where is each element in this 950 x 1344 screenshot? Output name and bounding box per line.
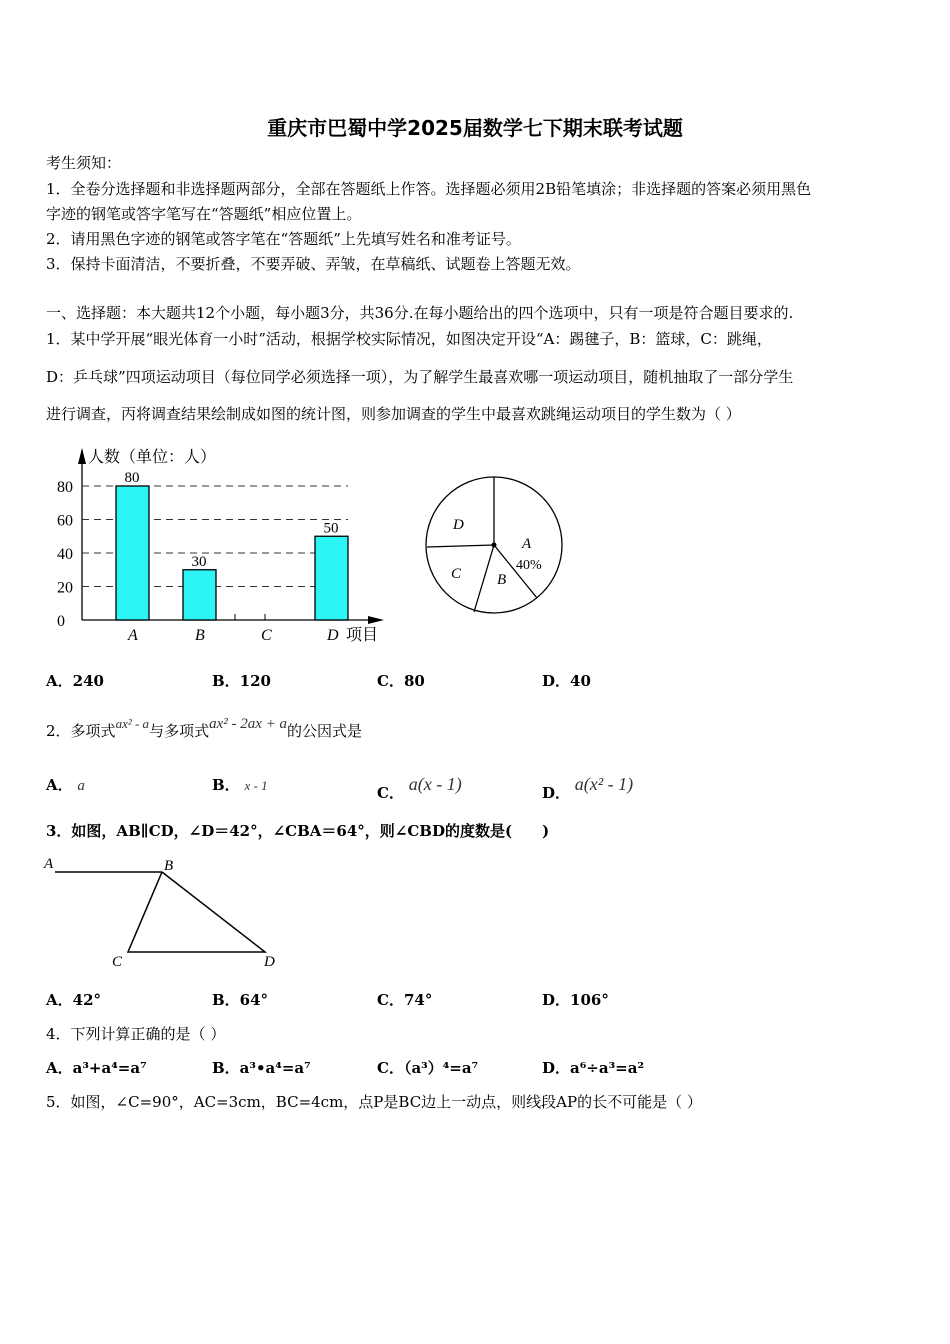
q3-option-c: C．74° xyxy=(377,991,433,1009)
q4-option-a: A．a³+a⁴=a⁷ xyxy=(46,1059,147,1077)
pie-label-c: C xyxy=(451,566,462,582)
option-value: a(x - 1) xyxy=(408,774,462,794)
bar-chart xyxy=(57,448,384,644)
bar-D xyxy=(315,536,348,620)
notice-line: 2．请用黑色字迹的钢笔或答字笔在“答题纸”上先填写姓名和准考证号。 xyxy=(46,230,521,248)
bar-A xyxy=(116,486,149,620)
point-d: D xyxy=(264,954,275,970)
q3-option-a: A．42° xyxy=(46,991,102,1009)
q4-option-d: D．a⁶÷a³=a² xyxy=(542,1059,645,1077)
q3-figure xyxy=(40,850,290,970)
q2-expr2: ax² - 2ax + a xyxy=(209,716,288,732)
option-label: B． xyxy=(212,776,240,794)
q5-text: 5．如图，∠C=90°，AC=3cm，BC=4cm，点P是BC边上一动点，则线段AP的长不可能是（ ） xyxy=(46,1093,702,1111)
option-value: a(x² - 1) xyxy=(574,774,634,794)
point-b: B xyxy=(164,858,174,874)
pie-center xyxy=(492,543,497,548)
y-tick-label: 60 xyxy=(57,512,73,530)
q4-option-b: B．a³•a⁴=a⁷ xyxy=(212,1059,311,1077)
q1-option-c: C．80 xyxy=(377,672,425,690)
q1-option-b: B．120 xyxy=(212,672,271,690)
y-tick-label: 40 xyxy=(57,546,73,563)
x-tick-label: D xyxy=(327,627,339,644)
x-axis-arrow xyxy=(368,616,384,624)
q1-text: 1．某中学开展“眼光体育一小时”活动，根据学校实际情况，如图决定开设“A：踢毽子，B：篮球，C：跳绳， xyxy=(46,330,772,348)
y-axis-label: 人数（单位：人） xyxy=(88,449,217,466)
q2-option-b xyxy=(212,774,268,795)
x-tick-label: C xyxy=(261,627,272,644)
option-label: A． xyxy=(46,776,73,794)
x-tick-label: A xyxy=(128,627,138,644)
q2-option-c xyxy=(377,774,462,803)
option-label: C． xyxy=(377,784,404,802)
pie-label-b: B xyxy=(497,572,507,588)
data-label: 80 xyxy=(124,470,140,486)
option-value: x - 1 xyxy=(244,778,268,793)
y-tick-label: 20 xyxy=(57,579,73,597)
q3-text: 3．如图，AB∥CD，∠D＝42°，∠CBA＝64°，则∠CBD的度数是( ) xyxy=(46,822,550,840)
pie-chart xyxy=(426,477,562,613)
page-title: 重庆市巴蜀中学2025届数学七下期末联考试题 xyxy=(267,116,683,140)
q2-t2: 与多项式 xyxy=(149,722,210,740)
q4-text: 4．下列计算正确的是（ ） xyxy=(46,1025,226,1043)
triangle-bcd xyxy=(128,872,265,952)
q1-text: 进行调查，丙将调查结果绘制成如图的统计图，则参加调查的学生中最喜欢跳绳运动项目的学生数为（ ） xyxy=(46,405,741,423)
y-tick-label: 0 xyxy=(57,613,65,630)
q1-option-d: D．40 xyxy=(542,672,591,690)
data-label: 30 xyxy=(191,553,207,570)
notice-line: 1．全卷分选择题和非选择题两部分，全部在答题纸上作答。选择题必须用2B铅笔填涂；非选择题的答案必须用黑色 xyxy=(46,180,812,198)
q1-text: D：乒乓球”四项运动项目（每位同学必须选择一项），为了解学生最喜欢哪一项运动项目，随机抽取了一部分学生 xyxy=(46,368,794,386)
q1-charts xyxy=(0,440,600,650)
data-label: 50 xyxy=(323,520,339,537)
pie-label-a: A xyxy=(522,536,532,552)
point-a: A xyxy=(44,856,54,872)
q2-num: 2． xyxy=(46,722,71,740)
y-axis-arrow xyxy=(78,448,86,464)
section-heading: 一、选择题：本大题共12个小题，每小题3分，共36分.在每小题给出的四个选项中，只有一项是符合题目要求的. xyxy=(46,304,794,322)
q1-option-a: A．240 xyxy=(46,672,104,690)
bar-B xyxy=(183,570,216,620)
pie-label-d: D xyxy=(453,517,464,533)
q2-text xyxy=(46,716,362,741)
q2-option-a xyxy=(46,774,85,795)
point-c: C xyxy=(112,954,123,970)
option-value: a xyxy=(77,778,85,794)
x-tick-label: B xyxy=(195,627,205,644)
pie-divider xyxy=(474,545,494,612)
pie-percent-a: 40% xyxy=(516,558,542,573)
y-tick-label: 80 xyxy=(57,479,73,496)
notice-line: 3．保持卡面清洁，不要折叠，不要弄破、弄皱，在草稿纸、试题卷上答题无效。 xyxy=(46,255,581,273)
notice-line: 字迹的钢笔或答字笔写在“答题纸”相应位置上。 xyxy=(46,205,362,223)
q3-option-d: D．106° xyxy=(542,991,609,1009)
pie-divider xyxy=(427,545,494,547)
x-axis-label: 项目 xyxy=(346,627,379,644)
option-label: D． xyxy=(542,784,571,802)
q4-option-c: C．（a³）⁴=a⁷ xyxy=(377,1059,479,1077)
q3-option-b: B．64° xyxy=(212,991,269,1009)
notice-heading: 考生须知： xyxy=(46,154,122,172)
q2-t1: 多项式 xyxy=(70,722,116,740)
q2-t3: 的公因式是 xyxy=(287,722,363,740)
q2-option-d xyxy=(542,774,633,803)
q2-expr1: ax² - a xyxy=(115,716,150,731)
